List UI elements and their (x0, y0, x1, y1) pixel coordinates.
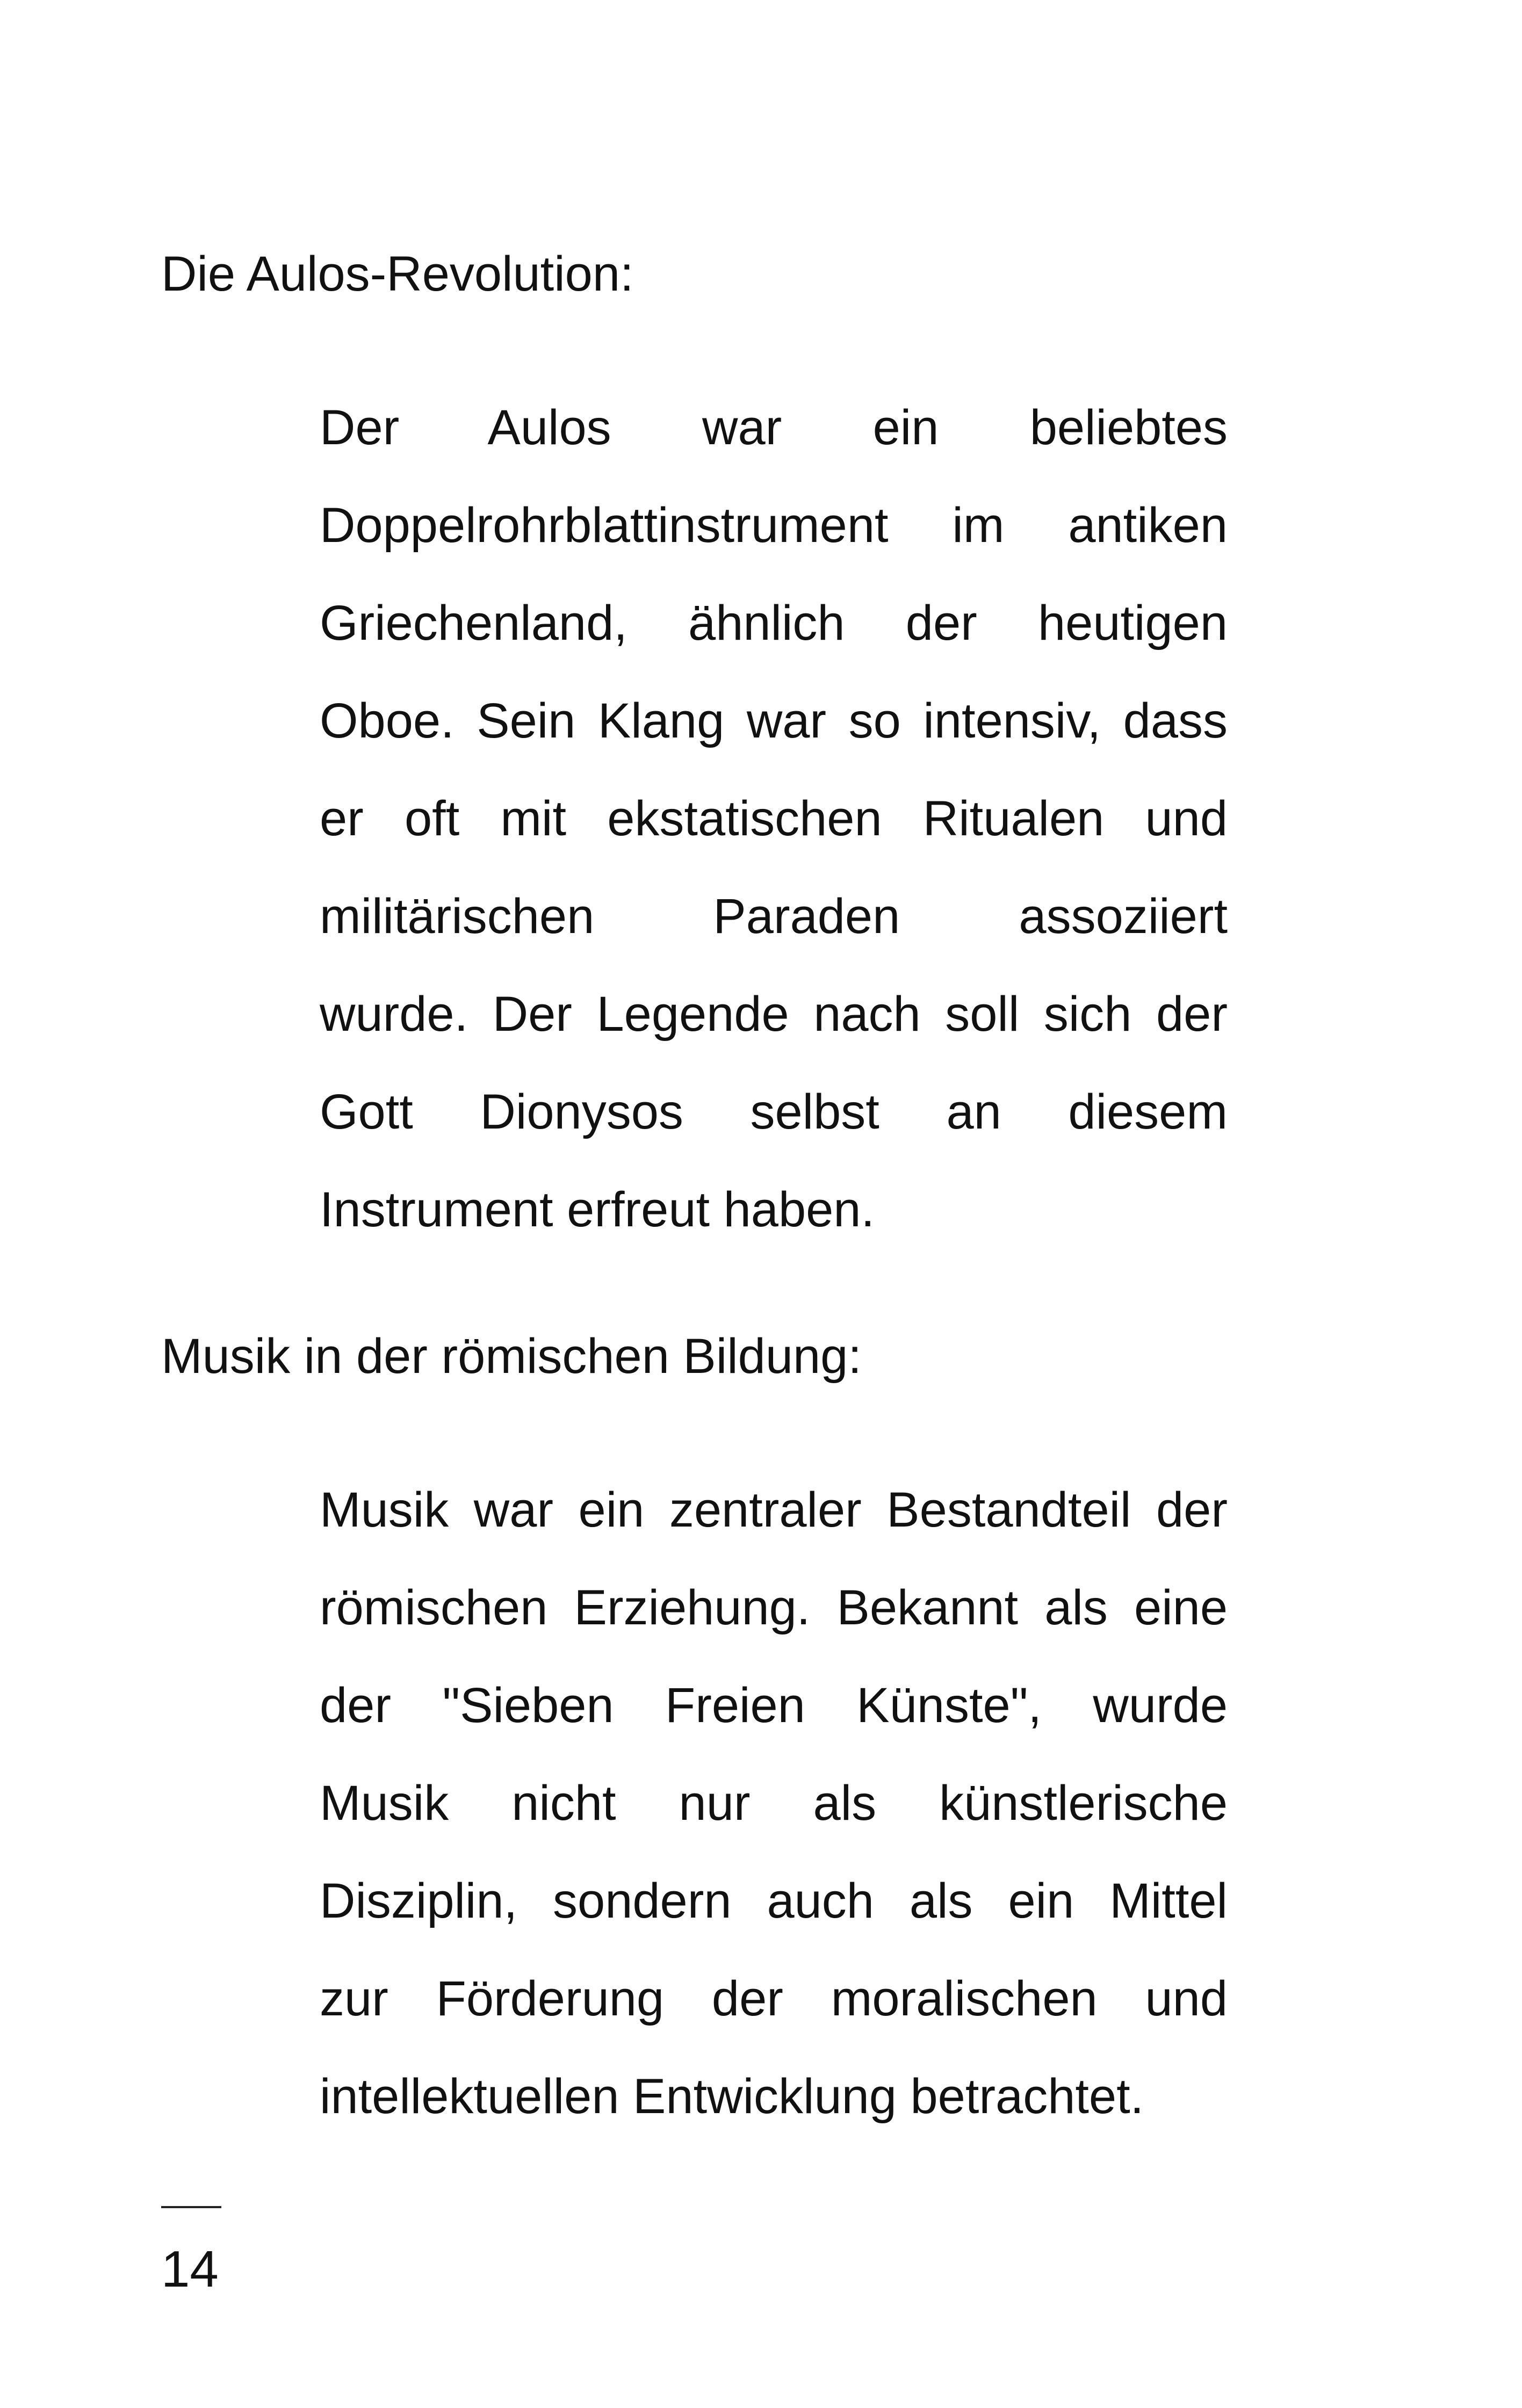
paragraph-aulos (320, 379, 1228, 1259)
footer-divider (161, 2206, 221, 2208)
paragraph-line: Griechenland, ähnlich der heutigen (320, 596, 1228, 650)
paragraph-line: intellektuellen Entwicklung betrachtet. (320, 2069, 1144, 2124)
paragraph-line: Musik war ein zentraler Bestandteil der (320, 1483, 1228, 1537)
paragraph-line: Disziplin, sondern auch als ein Mittel (320, 1874, 1228, 1928)
paragraph-line: der "Sieben Freien Künste", wurde (320, 1678, 1228, 1733)
paragraph-line: Doppelrohrblattinstrument im antiken (320, 498, 1228, 553)
paragraph-line: zur Förderung der moralischen und (320, 1971, 1228, 2026)
paragraph-line: Musik nicht nur als künstlerische (320, 1776, 1228, 1831)
paragraph-line: wurde. Der Legende nach soll sich der (320, 987, 1228, 1042)
paragraph-line: Oboe. Sein Klang war so intensiv, dass (320, 693, 1228, 748)
paragraph-line: Der Aulos war ein beliebtes (320, 400, 1228, 455)
paragraph-line: militärischen Paraden assoziiert (320, 889, 1228, 944)
section-heading-roman-education: Musik in der römischen Bildung: (161, 1329, 862, 1384)
page-number: 14 (161, 2240, 219, 2298)
paragraph-line: römischen Erziehung. Bekannt als eine (320, 1580, 1228, 1635)
paragraph-line: er oft mit ekstatischen Ritualen und (320, 791, 1228, 846)
section-heading-aulos: Die Aulos-Revolution: (161, 247, 634, 301)
paragraph-line: Instrument erfreut haben. (320, 1182, 875, 1237)
paragraph-roman-education (320, 1461, 1228, 2145)
paragraph-line: Gott Dionysos selbst an diesem (320, 1084, 1228, 1139)
